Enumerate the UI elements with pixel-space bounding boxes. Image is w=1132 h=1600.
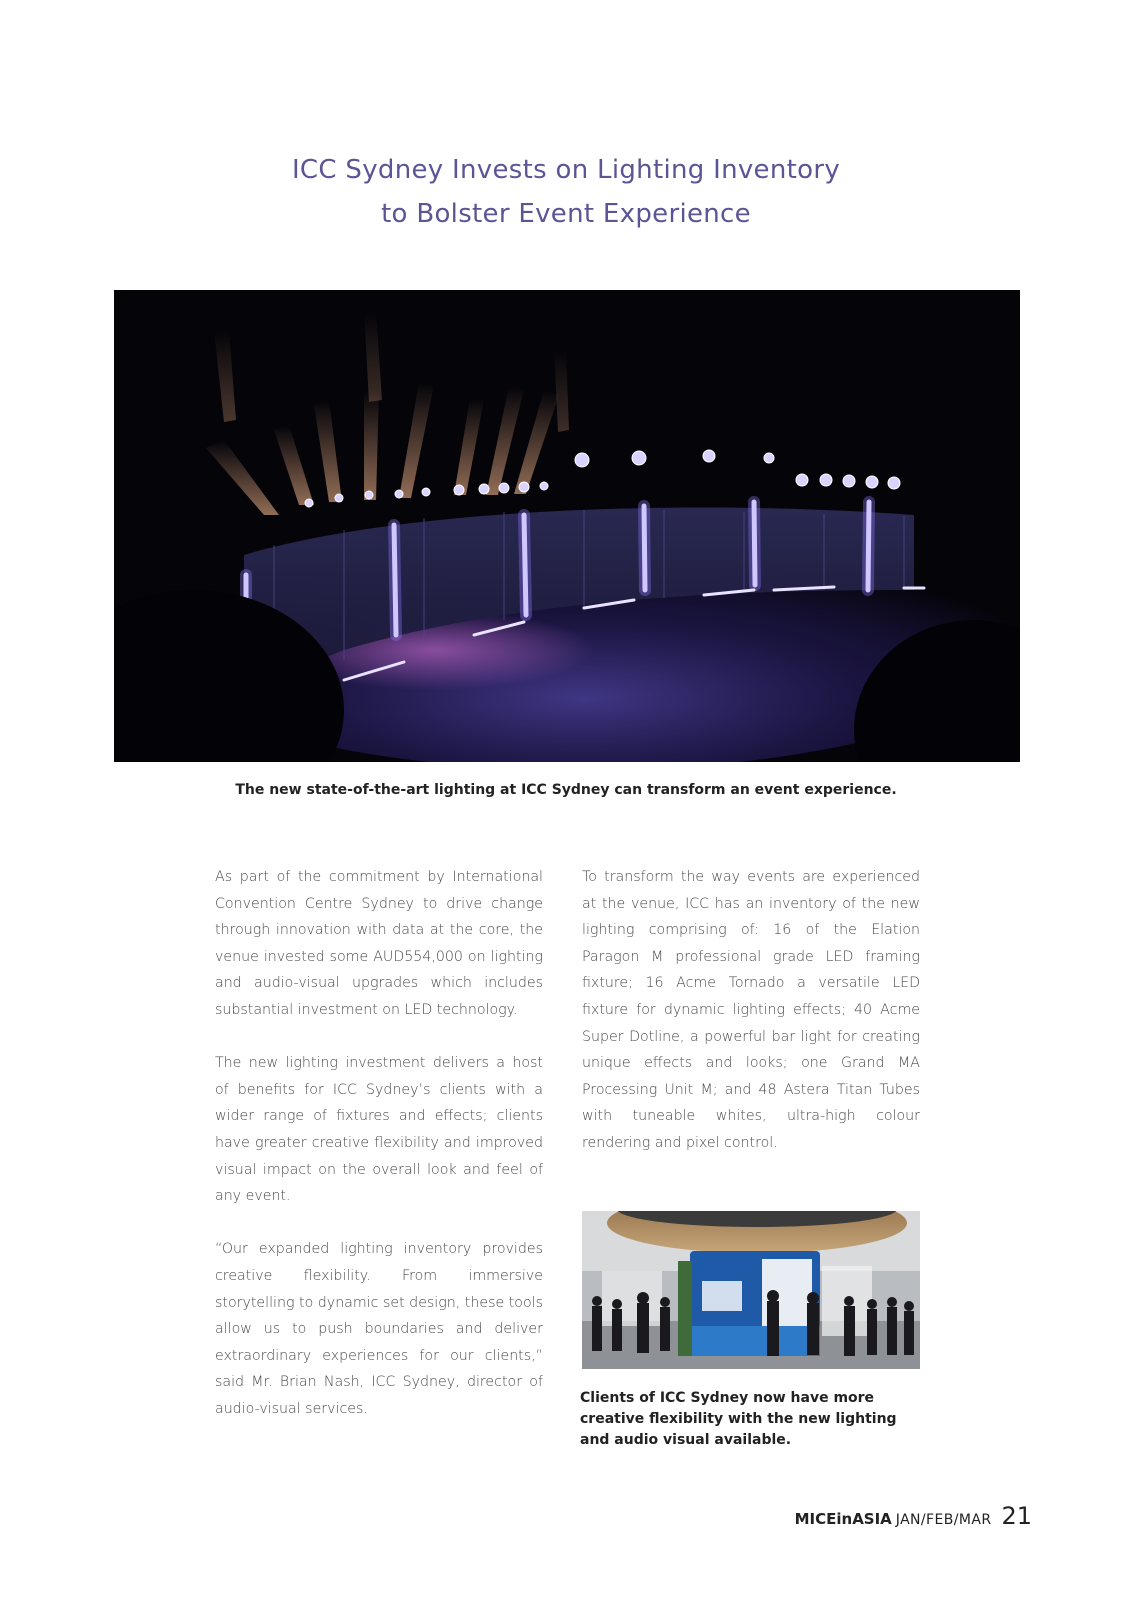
page-footer — [795, 1502, 1032, 1530]
hero-caption: The new state-of-the-art lighting at ICC Sydney can transform an event experience. — [235, 782, 897, 798]
title-line-2: to Bolster Event Experience — [381, 199, 751, 229]
article-title — [0, 148, 1132, 236]
page-number: 21 — [1001, 1502, 1032, 1530]
paragraph: To transform the way events are experienced at the venue, ICC has an inventory of the new lighting comprising of: 16 of the Elation Paragon M professional grade LED framing fixture; 16 Acme Tornado a versatile LED fixture for dynamic lighting effects; 40 Acme Super Dotline, a powerful bar light for creating unique effects and looks; one Grand MA Processing Unit M; and 48 Astera Titan Tubes with tuneable whites, ultra-high colour rendering and pixel control. — [582, 869, 920, 1151]
event-photo — [582, 1211, 920, 1369]
stage-lighting-illustration — [114, 290, 1020, 762]
paragraph: As part of the commitment by International Convention Centre Sydney to drive change through innovation with data at the core, the venue invested some AUD554,000 on lighting and audio-visual upgrades which includes substantial investment on LED technology. — [215, 869, 543, 1018]
hero-photo-lighting-stage — [114, 290, 1020, 762]
right-column — [582, 864, 920, 1183]
magazine-brand: MICEinASIA — [794, 1510, 892, 1528]
quote-paragraph: “Our expanded lighting inventory provides creative flexibility. From immersive storytelling to dynamic set design, these tools allow us to push boundaries and deliver extraordinary experiences for our clients,” said Mr. Brian Nash, ICC Sydney, director of audio-visual services. — [215, 1241, 543, 1417]
paragraph: The new lighting investment delivers a host of benefits for ICC Sydney’s clients with a wider range of fixtures and effects; clients have greater creative flexibility and improved visual impact on the overall look and feel of any event. — [215, 1055, 543, 1205]
title-line-1: ICC Sydney Invests on Lighting Inventory — [291, 155, 841, 185]
event-photo-illustration — [582, 1211, 920, 1369]
issue-label: JAN/FEB/MAR — [895, 1512, 992, 1528]
left-column — [215, 864, 543, 1449]
photo-caption: Clients of ICC Sydney now have more creative flexibility with the new lighting and audio visual available. — [580, 1390, 897, 1448]
